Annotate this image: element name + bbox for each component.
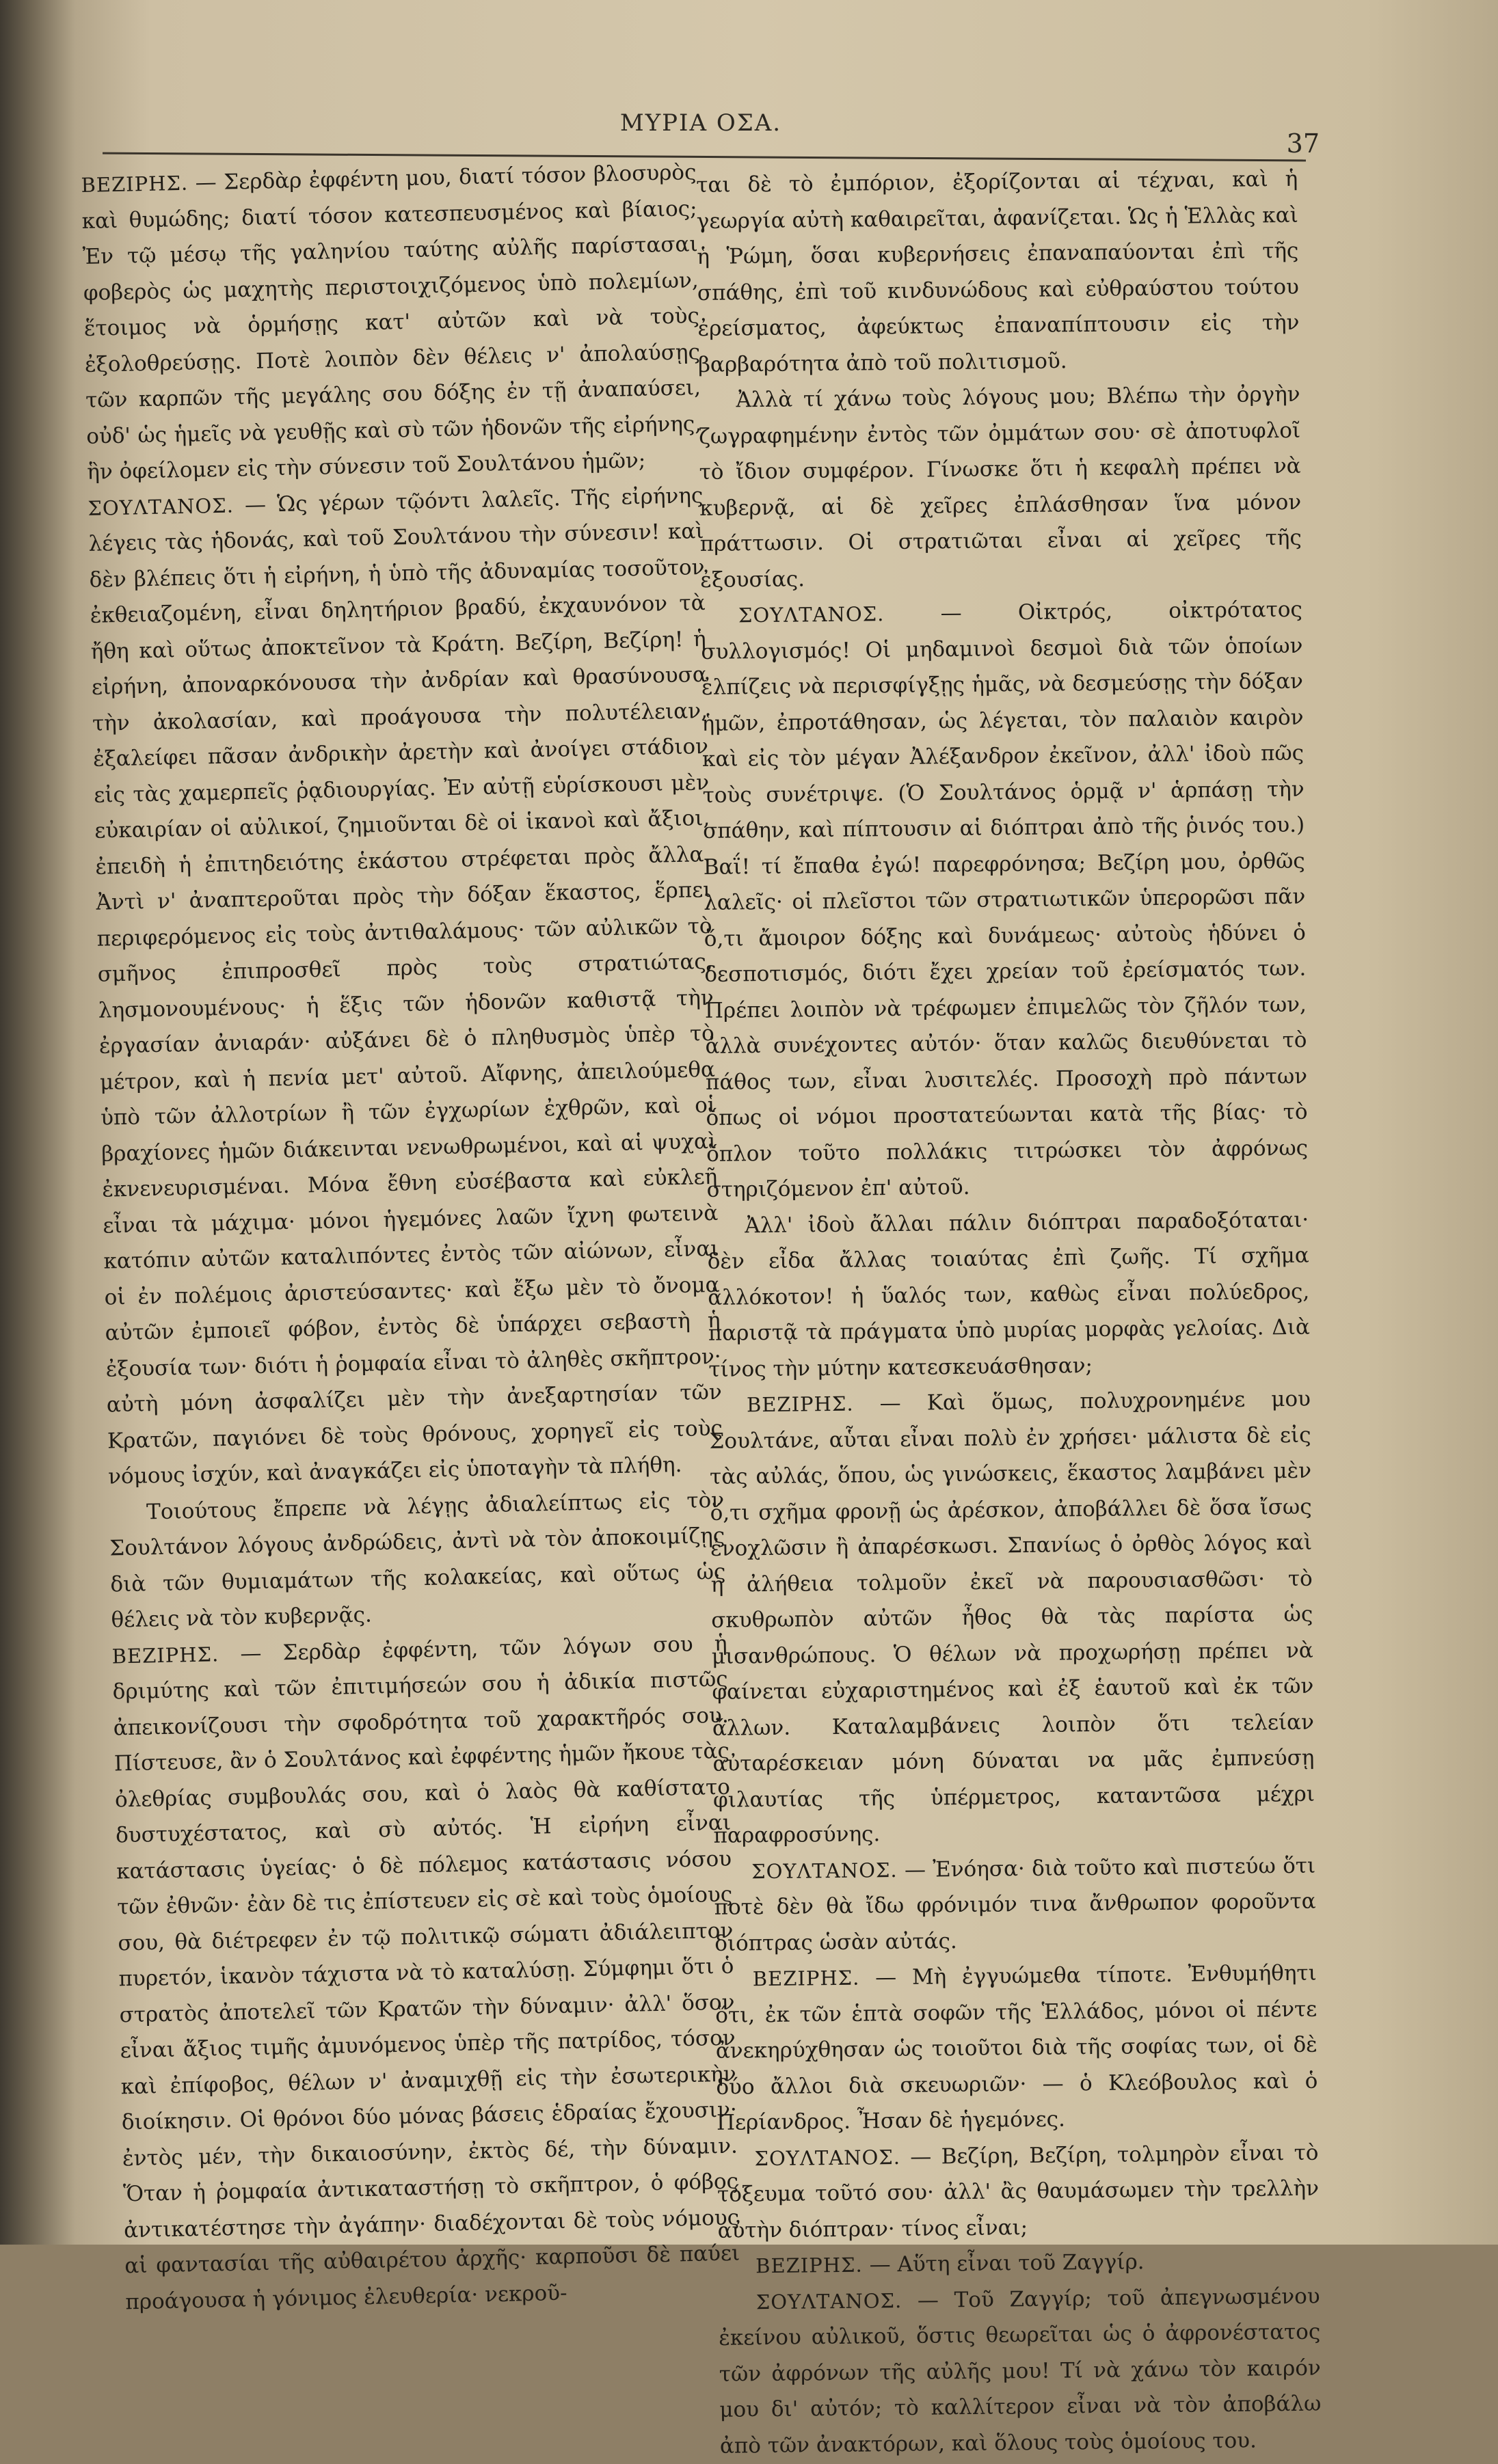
- running-title: ΜΥΡΙΑ ΟΣΑ.: [619, 109, 782, 137]
- speaker-label: ΣΟΥΛΤΑΝΟΣ.: [755, 2288, 902, 2314]
- page-number: 37: [1286, 128, 1320, 159]
- paragraph-text: — Μὴ ἐγγυώμεθα τίποτε. Ἐνθυμήθητι ὅτι, ἐκ τῶν ἑπτὰ σοφῶν τῆς Ἑλλάδος, μόνοι οἱ πέντε ἀνεκηρύχθησαν ὡς τοιοῦτοι διὰ τῆς σοφίας των, οἱ δὲ δύο ἄλλοι διὰ σκευωριῶν· — ὁ Κλεόβουλος καὶ ὁ Περίανδρος. Ἦσαν δὲ ἡγεμόνες.: [715, 1960, 1318, 2135]
- left-column: [81, 154, 740, 2314]
- speaker-label: ΣΟΥΛΤΑΝΟΣ.: [751, 1858, 898, 1883]
- paragraph-text: — Βεζίρη, Βεζίρη, τολμηρὸν εἶναι τὸ τόξευμα τοῦτό σου· ἀλλ' ἂς θαυμάσωμεν τὴν τρελλὴν αὐτὴν διόπτραν· τίνος εἶναι;: [717, 2140, 1320, 2243]
- speaker-label: ΣΟΥΛΤΑΝΟΣ.: [738, 602, 885, 627]
- speaker-label: ΣΟΥΛΤΑΝΟΣ.: [88, 493, 235, 520]
- speaker-label: ΒΕΖΙΡΗΣ.: [111, 1642, 219, 1668]
- paragraph-text: — Σερδὰρ ἐφφέντη, τῶν λόγων σου ἡ δριμύτης καὶ τῶν ἐπιτιμήσεών σου ἡ ἀδικία πιστῶς ἀπεικονίζουσι τὴν σφοδρότητα τοῦ χαρακτῆρός σου. Πίστευσε, ἂν ὁ Σουλτάνος καὶ ἐφφέντης ἡμῶν ἤκουε τὰς ὀλεθρίας συμβουλάς σου, καὶ ὁ λαὸς θὰ καθίστατο δυστυχέστατος, καὶ σὺ αὐτός. Ἡ εἰρήνη εἶναι κατάστασις ὑγείας· ὁ δὲ πόλεμος κατάστασις νόσου τῶν ἐθνῶν· ἐὰν δὲ τις ἐπίστευεν εἰς σὲ καὶ τοὺς ὁμοίους σου, θὰ διέτρεφεν ἐν τῷ πολιτικῷ σώματι ἀδιάλειπτον πυρετόν, ἱκανὸν τάχιστα νὰ τὸ καταλύσῃ. Σύμφημι ὅτι ὁ στρατὸς ἀποτελεῖ τῶν Κρατῶν τὴν δύναμιν· ἀλλ' ὅσον εἶναι ἄξιος τιμῆς ἀμυνόμενος ὑπὲρ τῆς πατρίδος, τόσον καὶ ἐπίφοβος, θέλων ν' ἀναμιχθῇ εἰς τὴν ἐσωτερικὴν διοίκησιν. Οἱ θρόνοι δύο μόνας βάσεις ἑδραίας ἔχουσιν· ἐντὸς μέν, τὴν δικαιοσύνην, ἐκτὸς δέ, τὴν δύναμιν. Ὅταν ἡ ῥομφαία ἀντικαταστήσῃ τὸ σκῆπτρον, ὁ φόβος ἀντικατέστησε τὴν ἀγάπην· διαδέχονται δὲ τοὺς νόμους αἱ φαντασίαι τῆς αὐθαιρέτου ἀρχῆς· καρποῦσι δὲ παύει προάγουσα ἡ γόνιμος ἐλευθερία· νεκροῦ-: [112, 1631, 740, 2314]
- paragraph-text: — Σερδὰρ ἐφφέντη μου, διατί τόσον βλοσυρὸς καὶ θυμώδης; διατί τόσον κατεσπευσμένος καὶ βίαιος; Ἐν τῷ μέσῳ τῆς γαληνίου ταύτης αὐλῆς παρίστασαι φοβερὸς ὡς μαχητὴς περιστοιχιζόμενος ὑπὸ πολεμίων, ἕτοιμος νὰ ὁρμήσῃς κατ' αὐτῶν καὶ νὰ τοὺς ἐξολοθρεύσῃς. Ποτὲ λοιπὸν δὲν θέλεις ν' ἀπολαύσῃς τῶν καρπῶν τῆς μεγάλης σου δόξης ἐν τῇ ἀναπαύσει, οὐδ' ὡς ἡμεῖς νὰ γευθῇς καὶ σὺ τῶν ἡδονῶν τῆς εἰρήνης, ἣν ὀφείλομεν εἰς τὴν σύνεσιν τοῦ Σουλτάνου ἡμῶν;: [81, 160, 702, 485]
- paragraph-text: Τοιούτους ἔπρεπε νὰ λέγῃς ἀδιαλείπτως εἰς τὸν Σουλτάνον λόγους ἀνδρώδεις, ἀντὶ νὰ τὸν ἀποκοιμίζῃς διὰ τῶν θυμιαμάτων τῆς κολακείας, καὶ οὕτως ὡς θέλεις νὰ τὸν κυβερνᾷς.: [109, 1487, 726, 1633]
- page-header: [82, 103, 1320, 157]
- paragraph: [88, 478, 724, 1495]
- paragraph: [701, 592, 1309, 1208]
- paragraph-text: — Τοῦ Ζαγγίρ; τοῦ ἀπεγνωσμένου ἐκείνου αὐλικοῦ, ὅστις θεωρεῖται ὡς ὁ ἀφρονέστατος τῶν ἀφρόνων τῆς αὐλῆς μου! Τί νὰ χάνω τὸν καιρόν μου δι' αὐτόν; τὸ καλλίτερον εἶναι νὰ τὸν ἀποβάλω ἀπὸ τῶν ἀνακτόρων, καὶ ὅλους τοὺς ὁμοίους του.: [719, 2284, 1322, 2459]
- speaker-label: ΒΕΖΙΡΗΣ.: [752, 1966, 860, 1991]
- paragraph-text: — Οἰκτρός, οἰκτρότατος συλλογισμός! Οἱ μηδαμινοὶ δεσμοὶ διὰ τῶν ὁποίων ἐλπίζεις νὰ περισφίγξῃς ἡμᾶς, νὰ δεσμεύσῃς τὴν δόξαν ἡμῶν, ἐπροτάθησαν, ὡς λέγεται, τὸν παλαιὸν καιρὸν καὶ εἰς τὸν μέγαν Ἀλέξανδρον ἐκεῖνον, ἀλλ' ἰδοὺ πῶς τοὺς συνέτριψε. (Ὁ Σουλτάνος ὁρμᾷ ν' ἁρπάσῃ τὴν σπάθην, καὶ πίπτουσιν αἱ διόπτραι ἀπὸ τῆς ῥινός του.) Βαΐ! τί ἔπαθα ἐγώ! παρεφρόνησα; Βεζίρη μου, ὀρθῶς λαλεῖς· οἱ πλεῖστοι τῶν στρατιωτικῶν ὑπερορῶσι πᾶν ὅ,τι ἄμοιρον δόξης καὶ δυνάμεως· αὐτοὺς ἡδύνει ὁ δεσποτισμός, διότι ἔχει χρείαν τοῦ ἐρείσματός των. Πρέπει λοιπὸν νὰ τρέφωμεν ἐπιμελῶς τὸν ζῆλόν των, ἀλλὰ συνέχοντες αὐτόν· ὅταν καλῶς διευθύνεται τὸ πάθος των, εἶναι λυσιτελές. Προσοχὴ πρὸ πάντων ὅπως οἱ νόμοι προστατεύωνται κατὰ τῆς βίας· τὸ ὅπλον τοῦτο πολλάκις τιτρώσκει τὸν ἀφρόνως στηριζόμενον ἐπ' αὐτοῦ.: [701, 597, 1309, 1202]
- speaker-label: ΒΕΖΙΡΗΣ.: [755, 2253, 863, 2278]
- paragraph: [707, 1202, 1311, 1387]
- paragraph-text: — Αὕτη εἶναι τοῦ Ζαγγίρ.: [862, 2249, 1145, 2277]
- paragraph: [109, 1482, 727, 1638]
- right-column: [696, 161, 1322, 2459]
- paragraph: [714, 1847, 1317, 1962]
- paragraph: [717, 2135, 1320, 2249]
- paragraph: [714, 1955, 1318, 2141]
- paragraph-text: Ἀλλὰ τί χάνω τοὺς λόγους μου; Βλέπω τὴν ὀργὴν ζωγραφημένην ἐντὸς τῶν ὀμμάτων σου· σὲ ἀποτυφλοῖ τὸ ἴδιον συμφέρον. Γίνωσκε ὅτι ἡ κεφαλὴ πρέπει νὰ κυβερνᾷ, αἱ δὲ χεῖρες ἐπλάσθησαν ἵνα μόνον πράττωσιν. Οἱ στρατιῶται εἶναι αἱ χεῖρες τῆς ἐξουσίας.: [698, 381, 1302, 593]
- paragraph-text: — Ἐνόησα· διὰ τοῦτο καὶ πιστεύω ὅτι ποτὲ δὲν θὰ ἴδω φρόνιμόν τινα ἄνθρωπον φοροῦντα διόπτρας ὡσὰν αὐτάς.: [714, 1853, 1316, 1956]
- paragraph-text: ται δὲ τὸ ἐμπόριον, ἐξορίζονται αἱ τέχναι, καὶ ἡ γεωργία αὐτὴ καθαιρεῖται, ἀφανίζεται. Ὡς ἡ Ἑλλὰς καὶ ἡ Ῥώμη, ὅσαι κυβερνήσεις ἐπαναπαύονται ἐπὶ τῆς σπάθης, ἐπὶ τοῦ κινδυνώδους καὶ εὐθραύστου τούτου ἐρείσματος, ἀφεύκτως ἐπαναπίπτουσιν εἰς τὴν βαρβαρότητα ἀπὸ τοῦ πολιτισμοῦ.: [696, 166, 1300, 377]
- paragraph: [718, 2243, 1320, 2285]
- paragraph: [709, 1381, 1315, 1854]
- speaker-label: ΒΕΖΙΡΗΣ.: [746, 1392, 854, 1417]
- paragraph-text: — Ὡς γέρων τῷόντι λαλεῖς. Τῆς εἰρήνης λέγεις τὰς ἡδονάς, καὶ τοῦ Σουλτάνου τὴν σύνεσιν! καὶ δὲν βλέπεις ὅτι ἡ εἰρήνη, ἡ ὑπὸ τῆς ἀδυναμίας τοσοῦτον ἐκθειαζομένη, εἶναι δηλητήριον βραδύ, ἐκχαυνόνον τὰ ἤθη καὶ οὕτως ἀποκτεῖνον τὰ Κράτη. Βεζίρη, Βεζίρη! ἡ εἰρήνη, ἀποναρκόνουσα τὴν ἀνδρίαν καὶ θρασύνουσα τὴν ἀκολασίαν, καὶ προάγουσα τὴν πολυτέλειαν, ἐξαλείφει πᾶσαν ἀνδρικὴν ἀρετὴν καὶ ἀνοίγει στάδιον εἰς τὰς χαμερπεῖς ῥᾳδιουργίας. Ἐν αὐτῇ εὑρίσκουσι μὲν εὐκαιρίαν οἱ αὐλικοί, ζημιοῦνται δὲ οἱ ἱκανοὶ καὶ ἄξιοι, ἐπειδὴ ἡ ἐπιτηδειότης ἑκάστου στρέφεται πρὸς ἄλλα. Ἀντὶ ν' ἀναπτεροῦται πρὸς τὴν δόξαν ἕκαστος, ἕρπει περιφερόμενος εἰς τοὺς ἀντιθαλάμους· τῶν αὐλικῶν τὸ σμῆνος ἐπιπροσθεῖ πρὸς τοὺς στρατιώτας, λησμονουμένους· ἡ ἕξις τῶν ἡδονῶν καθιστᾷ τὴν ἐργασίαν ἀνιαράν· αὐξάνει δὲ ὁ πληθυσμὸς ὑπὲρ τὸ μέτρον, καὶ ἡ πενία μετ' αὐτοῦ. Αἴφνης, ἀπειλούμεθα ὑπὸ τῶν ἀλλοτρίων ἢ τῶν ἐγχωρίων ἐχθρῶν, καὶ οἱ βραχίονες ἡμῶν διάκεινται νενωθρωμένοι, καὶ αἱ ψυχαὶ ἐκνενευρισμέναι. Μόνα ἔθνη εὐσέβαστα καὶ εὐκλεῆ εἶναι τὰ μάχιμα· μόνοι ἡγεμόνες λαῶν ἴχνη φωτεινὰ κατόπιν αὐτῶν καταλιπόντες ἐντὸς τῶν αἰώνων, εἶναι οἱ ἐν πολέμοις ἀριστεύσαντες· καὶ ἔξω μὲν τὸ ὄνομα αὐτῶν ἐμποιεῖ φόβον, ἐντὸς δὲ ὑπάρχει σεβαστὴ ἡ ἐξουσία των· διότι ἡ ῥομφαία εἶναι τὸ ἀληθὲς σκῆπτρον· αὐτὴ μόνη ἀσφαλίζει μὲν τὴν ἀνεξαρτησίαν τῶν Κρατῶν, παγιόνει δὲ τοὺς θρόνους, χορηγεῖ εἰς τοὺς νόμους ἰσχύν, καὶ ἀναγκάζει εἰς ὑποταγὴν τὰ πλήθη.: [88, 483, 723, 1489]
- speaker-label: ΒΕΖΙΡΗΣ.: [81, 171, 189, 197]
- paragraph-text: Ἀλλ' ἰδοὺ ἄλλαι πάλιν διόπτραι παραδοξόταται· δὲν εἶδα ἄλλας τοιαύτας ἐπὶ ζωῆς. Τί σχῆμα ἀλλόκοτον! ἡ ὕαλός των, καθὼς εἶναι πολύεδρος, παριστᾷ τὰ πράγματα ὑπὸ μυρίας μορφὰς γελοίας. Διὰ τίνος τὴν μύτην κατεσκευάσθησαν;: [707, 1207, 1311, 1382]
- speaker-label: ΣΟΥΛΤΑΝΟΣ.: [754, 2145, 901, 2170]
- paragraph-text: — Καὶ ὅμως, πολυχρονημένε μου Σουλτάνε, αὗται εἶναι πολὺ ἐν χρήσει· μάλιστα δὲ εἰς τὰς αὐλάς, ὅπου, ὡς γινώσκεις, ἕκαστος λαμβάνει μὲν ὅ,τι σχῆμα φρονῇ ὡς ἀρέσκον, ἀποβάλλει δὲ ὅσα ἴσως ἐνοχλῶσιν ἢ ἀπαρέσκωσι. Σπανίως ὁ ὀρθὸς λόγος καὶ ἡ ἀλήθεια τολμοῦν ἐκεῖ νὰ παρουσιασθῶσι· τὸ σκυθρωπὸν αὐτῶν ἦθος θὰ τὰς παρίστα ὡς μισανθρώπους. Ὁ θέλων νὰ προχωρήσῃ πρέπει νὰ φαίνεται εὐχαριστημένος καὶ ἐξ ἑαυτοῦ καὶ ἐκ τῶν ἄλλων. Καταλαμβάνεις λοιπὸν ὅτι τελείαν αὐταρέσκειαν μόνη δύναται να μᾶς ἐμπνεύσῃ φιλαυτίας τῆς ὑπέρμετρος, καταντῶσα μέχρι παραφροσύνης.: [709, 1386, 1315, 1848]
- paragraph: [111, 1625, 741, 2320]
- paragraph: [696, 161, 1300, 383]
- paragraph: [81, 154, 703, 490]
- paragraph: [718, 2278, 1322, 2464]
- paragraph: [698, 377, 1302, 598]
